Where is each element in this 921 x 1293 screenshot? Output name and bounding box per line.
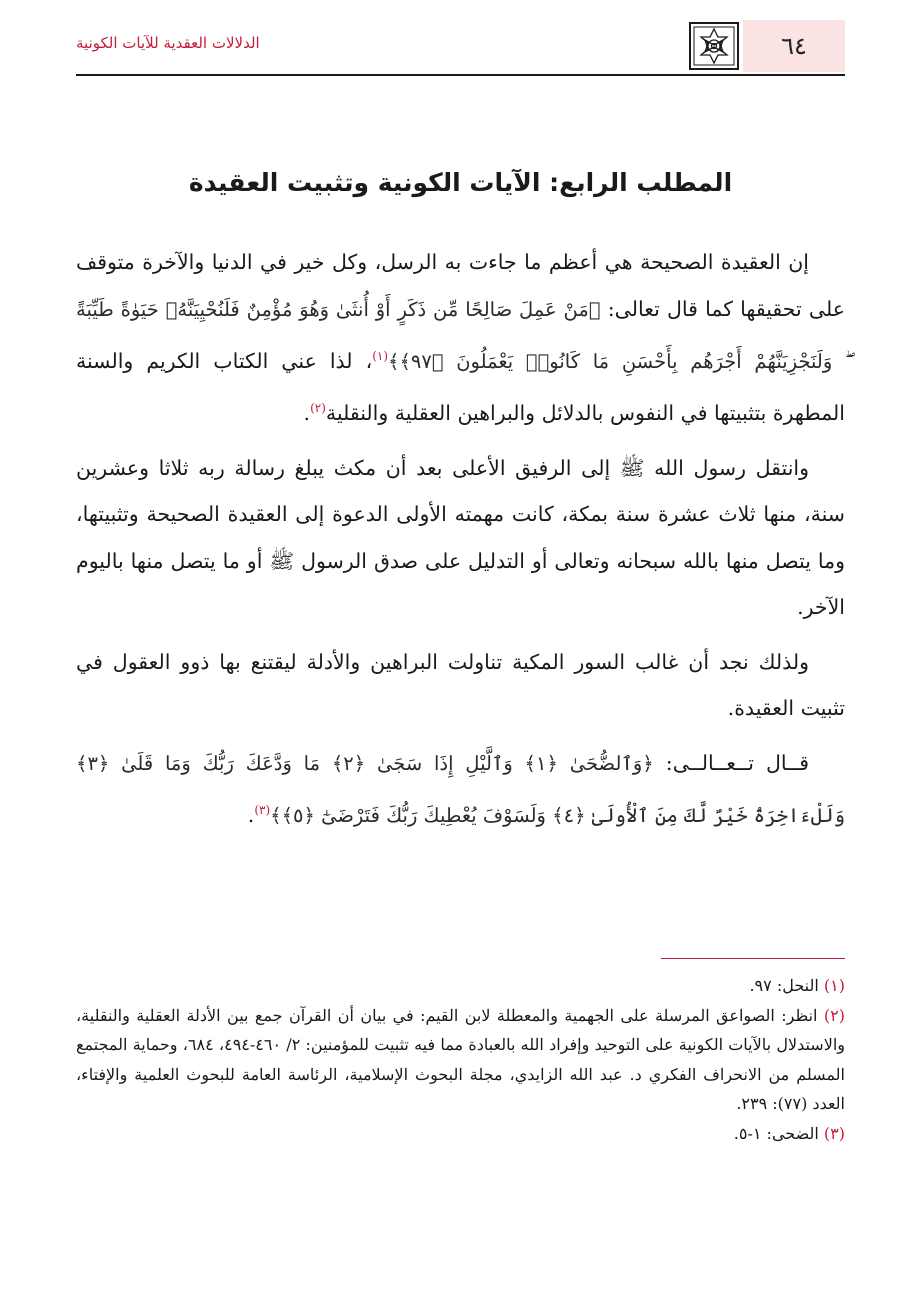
footnote-2 (76, 1001, 845, 1119)
paragraph-text: إن العقيدة الصحيحة هي أعظم ما جاءت به الرسل، وكل خير في الدنيا والآخرة متوقف على تحقيقها كما قال تعالى: (76, 250, 845, 321)
footnote-text: الضحى: ١-٥. (733, 1123, 819, 1143)
paragraph-2 (76, 445, 845, 631)
section-heading: المطلب الرابع: الآيات الكونية وتثبيت العقيدة (188, 168, 733, 197)
paragraph-text: وانتقل رسول الله ﷺ إلى الرفيق الأعلى بعد أن مكث يبلغ رسالة ربه ثلاثا وعشرين سنة، منها ثلاث عشرة سنة بمكة، كانت مهمته الأولى الدعوة إلى العقيدة الصحيحة وتثبيتها، وما يتصل منها بالله سبحانه وتعالى أو التدليل على صدق الرسول ﷺ أو ما يتصل منها باليوم الآخر. (76, 455, 845, 620)
page-number: ٦٤ (743, 20, 845, 72)
paragraph-1 (76, 239, 845, 437)
paragraph-3 (76, 639, 845, 732)
paragraph-text: . (247, 802, 255, 827)
ornament-icon (689, 22, 739, 70)
quran-verse: ﴿مَنْ عَمِلَ صَالِحًا مِّن ذَكَرٍ أَوْ أُنثَىٰ وَهُوَ مُؤْمِنٌ فَلَنُحْيِيَنَّهُۥ حَيَوٰةً طَيِّبَةً ۖ وَلَنَجْزِيَنَّهُمْ أَجْرَهُم بِأَحْسَنِ مَا كَانُوا۟ يَعْمَلُونَ ﴿٩٧﴾﴾ (76, 297, 845, 373)
paragraph-text: قــال تــعــالــى: (653, 750, 809, 775)
footnote-text: انظر: الصواعق المرسلة على الجهمية والمعطلة لابن القيم: في بيان أن القرآن جمع بين الأدلة العقلية والنقلية، والاستدلال بالآيات الكونية على التوحيد وإفراد الله بالعبادة مما فيه تثبيت للمؤمنين: ٢/ ٤٦٠-٤٩٤، ٦٨٤، وحماية المجتمع المسلم من الانحراف الفكري د. عبد الله الزايدي، مجلة البحوث الإسلامية، الرئاسة العامة للبحوث العلمية والإفتاء، العدد (٧٧): ٢٣٩. (76, 1005, 846, 1113)
footnote-1 (76, 971, 845, 1001)
footnote-number: (٣) (823, 1123, 845, 1143)
footnote-3 (76, 1119, 845, 1149)
footnotes-section (76, 958, 845, 1148)
footnote-ref-2: (٢) (310, 401, 326, 416)
footnote-text: النحل: ٩٧. (749, 976, 819, 995)
paragraph-text: ، لذا عني الكتاب الكريم والسنة المطهرة بتثبيتها في النفوس بالدلائل والبراهين العقلية والنقلية (76, 348, 845, 426)
footnote-number: (٢) (823, 1005, 845, 1025)
paragraph-text: . (303, 401, 311, 426)
main-content (76, 168, 845, 847)
paragraph-text: ولذلك نجد أن غالب السور المكية تناولت البراهين والأدلة ليقتنع بها ذوو العقول في تثبيت العقيدة. (76, 649, 845, 721)
footnote-ref-3: (٣) (254, 803, 271, 818)
footnote-number: (١) (823, 976, 845, 995)
paragraph-4 (76, 740, 845, 840)
header-divider (76, 74, 845, 76)
footnote-ref-1: (١) (372, 349, 389, 363)
footnote-divider (661, 958, 845, 959)
page-header (76, 20, 845, 74)
quran-verse: ﴿وَٱلضُّحَىٰ ﴿١﴾ وَٱلَّيْلِ إِذَا سَجَىٰ ﴿٢﴾ مَا وَدَّعَكَ رَبُّكَ وَمَا قَلَىٰ ﴿٣﴾ وَلَلْءَاخِرَةُ خَيْرٌ لَّكَ مِنَ ٱلْأُولَىٰ ﴿٤﴾ وَلَسَوْفَ يُعْطِيكَ رَبُّكَ فَتَرْضَىٰٓ ﴿٥﴾﴾ (76, 751, 845, 827)
book-title: الدلالات العقدية للآيات الكونية (76, 34, 260, 52)
